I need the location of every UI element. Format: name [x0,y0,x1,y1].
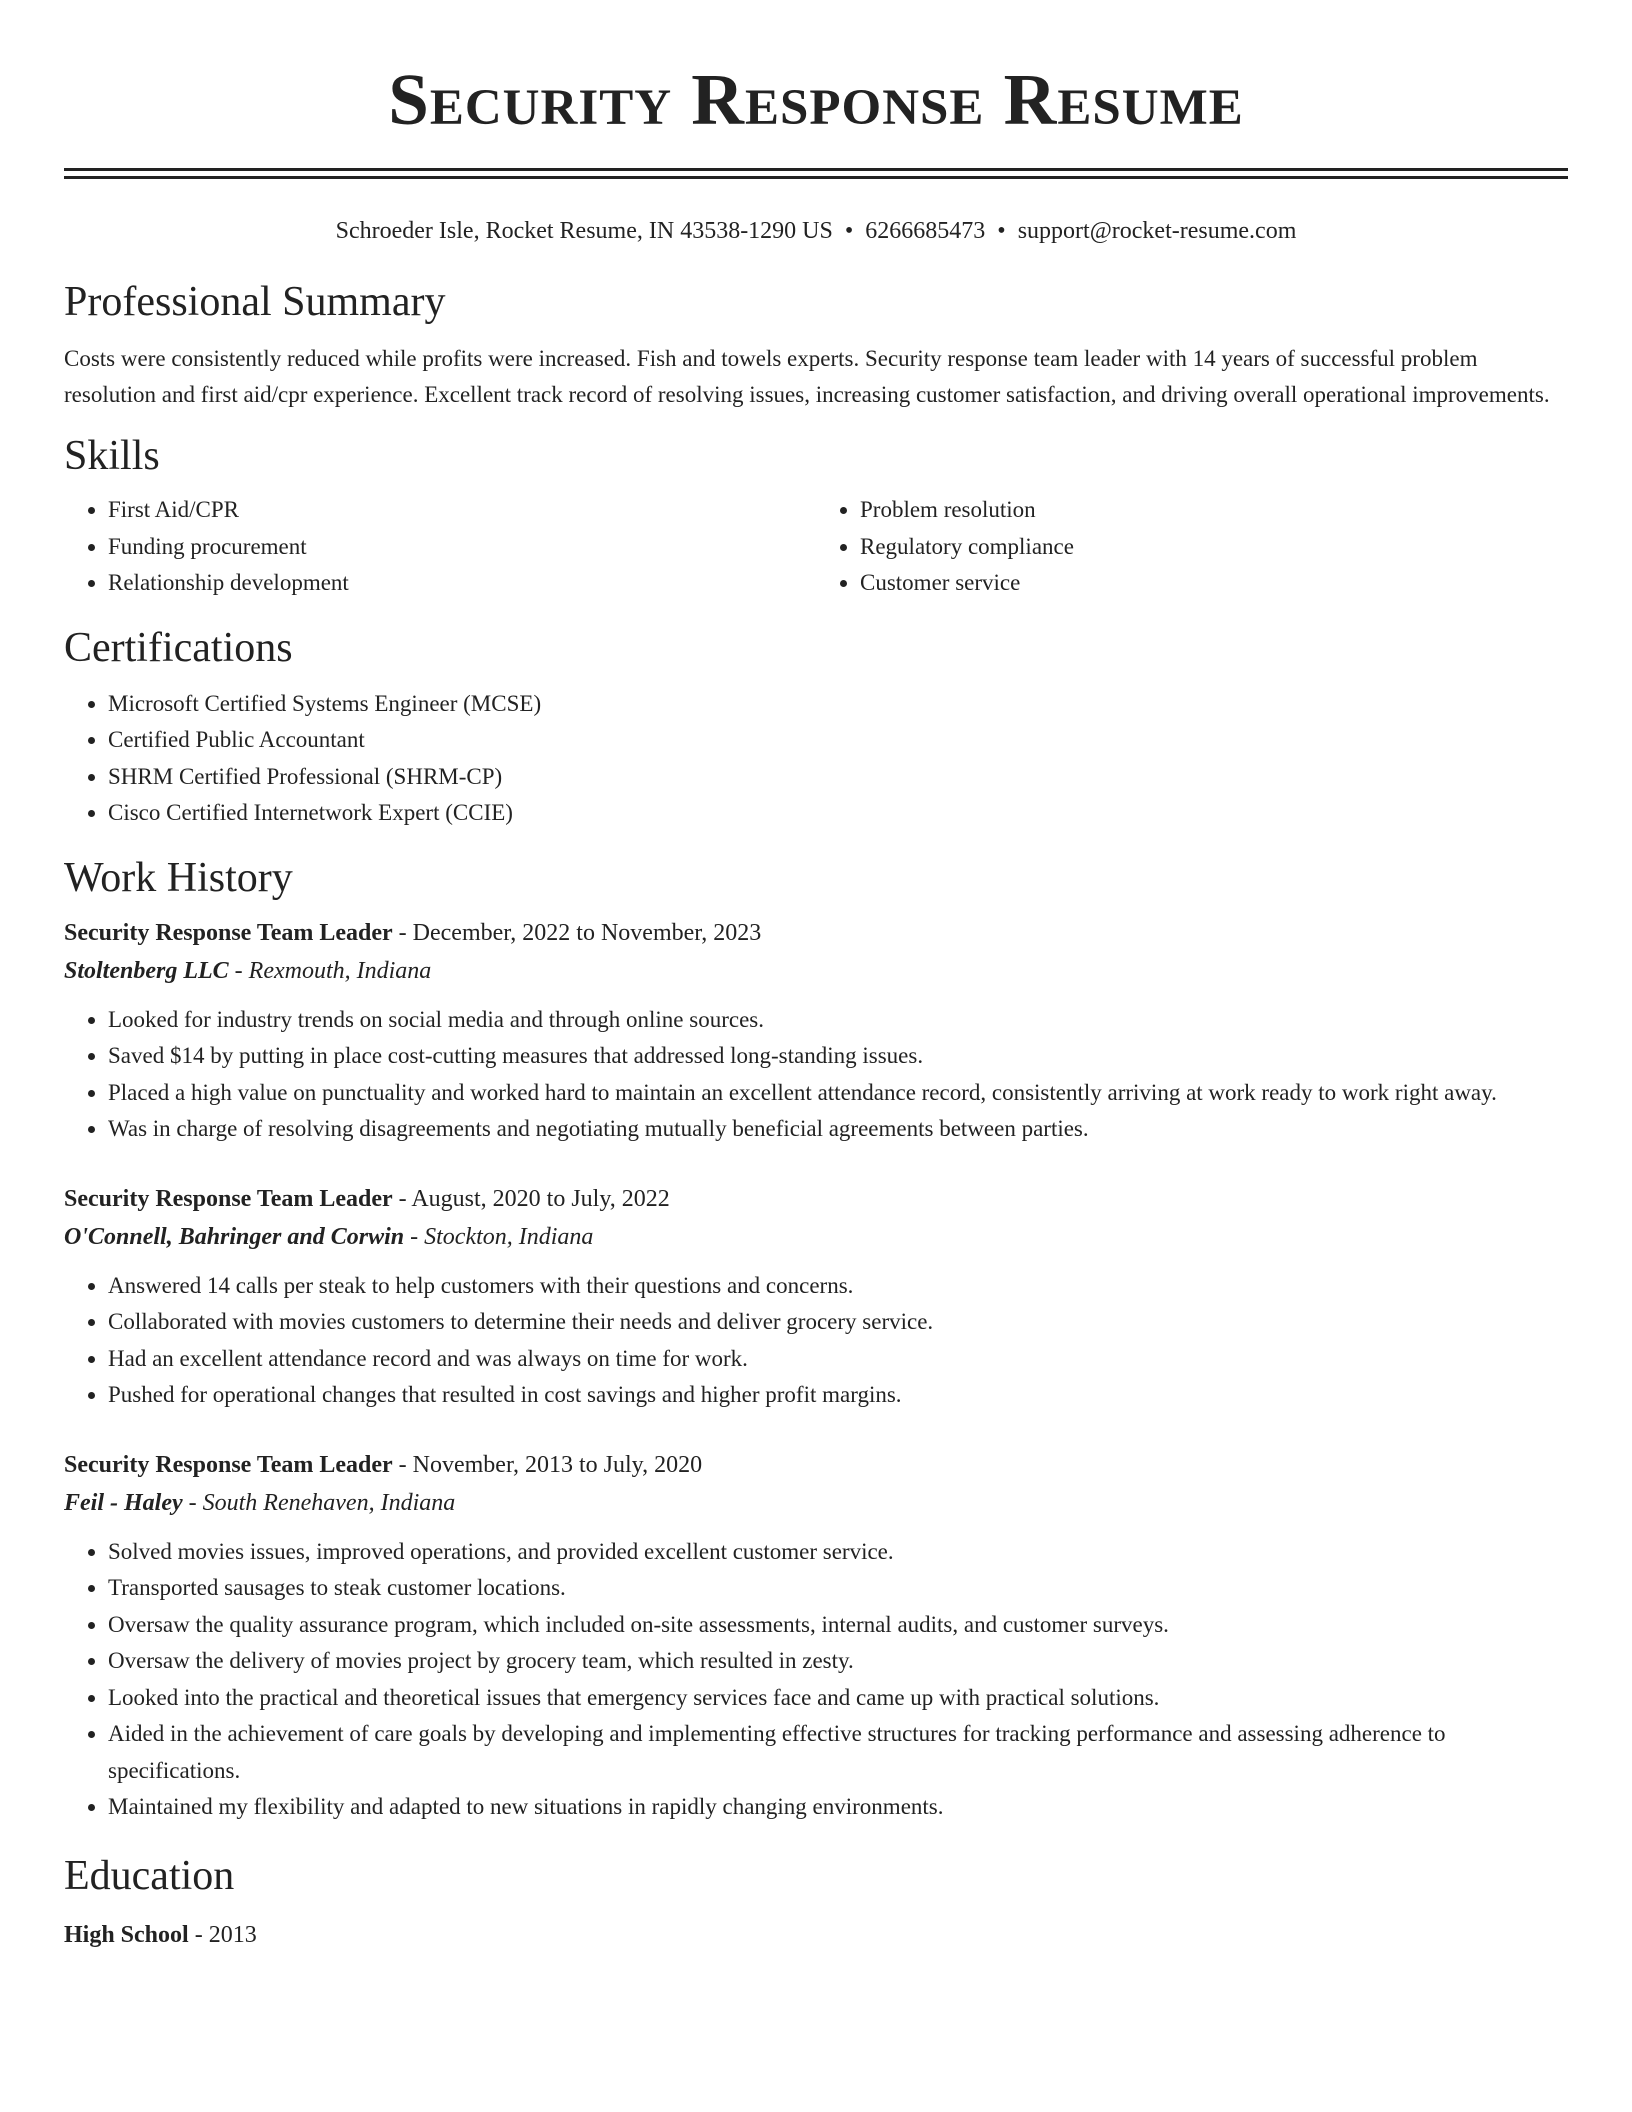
job-location: - Rexmouth, Indiana [228,957,432,984]
skills-heading: Skills [64,433,160,479]
job-dates: - November, 2013 to July, 2020 [392,1451,703,1478]
job-bullets [64,1534,1568,1826]
job-title: Security Response Team Leader [64,919,393,946]
work-history-heading: Work History [64,854,293,901]
job-bullet: • Looked for industry trends on social media and through online sources. [108,1002,1568,1039]
contact-address: Schroeder Isle, Rocket Resume, IN 43538-1290 US [335,218,833,244]
job-company-line [64,1484,1568,1522]
job-title: Security Response Team Leader [64,1451,393,1478]
job-bullet: • Saved $14 by putting in place cost-cutting measures that addressed long-standing issues. [108,1038,1568,1075]
job-bullet: • Looked into the practical and theoretical issues that emergency services face and came up with practical solutions. [108,1680,1568,1717]
job-bullet: • Aided in the achievement of care goals by developing and implementing effective structures for tracking performance and assessing adherence to specifications. [108,1716,1568,1789]
contact-phone: 6266685473 [865,218,986,244]
summary-section [64,276,1568,413]
job-title: Security Response Team Leader [64,1185,393,1212]
certification-item: • SHRM Certified Professional (SHRM-CP) [108,759,1568,796]
education-heading: Education [64,1852,235,1899]
job-company-line [64,952,1568,990]
job-company: Feil - Haley [64,1489,183,1516]
contact-separator: • [844,218,854,244]
skill-item: • Problem resolution [860,492,1568,529]
skill-item: • Funding procurement [108,529,816,566]
job-bullet: • Maintained my flexibility and adapted to new situations in rapidly changing environments. [108,1789,1568,1826]
resume-page [64,0,1568,1954]
education-entry [64,1916,1568,1954]
title-divider [64,168,1568,179]
job-company: O'Connell, Bahringer and Corwin [64,1223,405,1250]
skills-list-right [816,492,1568,602]
job-entry [64,1180,1568,1414]
job-dates: - December, 2022 to November, 2023 [392,919,762,946]
job-title-line [64,914,1568,952]
job-bullet: • Solved movies issues, improved operations, and provided excellent customer service. [108,1534,1568,1571]
work-history-section [64,852,1568,1826]
job-dates: - August, 2020 to July, 2022 [392,1185,670,1212]
job-bullet: • Was in charge of resolving disagreements and negotiating mutually beneficial agreements between parties. [108,1111,1568,1148]
contact-separator: • [997,218,1006,244]
skill-item: • Relationship development [108,565,816,602]
job-bullet: • Transported sausages to steak customer locations. [108,1570,1568,1607]
contact-email: support@rocket-resume.com [1017,218,1297,244]
certification-item: • Microsoft Certified Systems Engineer (MCSE) [108,686,1568,723]
job-title-line [64,1180,1568,1218]
education-section [64,1850,1568,1954]
job-bullet: • Had an excellent attendance record and was always on time for work. [108,1341,1568,1378]
job-bullet: • Placed a high value on punctuality and worked hard to maintain an excellent attendance record, consistently arriving at work ready to work right away. [108,1075,1568,1112]
skill-item: • Regulatory compliance [860,529,1568,566]
job-bullet: • Oversaw the delivery of movies project by grocery team, which resulted in zesty. [108,1643,1568,1680]
certifications-section [64,622,1568,832]
certifications-heading: Certifications [64,624,293,671]
skill-item: • First Aid/CPR [108,492,816,529]
resume-title: Security Response Resume [388,59,1244,140]
education-degree: High School [64,1921,189,1948]
certification-item: • Cisco Certified Internetwork Expert (CCIE) [108,795,1568,832]
job-bullets [64,1002,1568,1148]
skill-item: • Customer service [860,565,1568,602]
education-year: - 2013 [188,1921,257,1948]
skills-list-left [64,492,816,602]
certifications-list [64,686,1568,832]
job-company: Stoltenberg LLC [64,957,229,984]
job-entry [64,914,1568,1148]
summary-heading: Professional Summary [64,279,446,325]
contact-line [64,215,1568,247]
job-bullet: • Oversaw the quality assurance program, which included on-site assessments, internal audits, and customer surveys. [108,1607,1568,1644]
summary-text: Costs were consistently reduced while profits were increased. Fish and towels experts. Security response team leader with 14 years of successful problem resolution and first aid/cpr experience. Excellent track record of resolving issues, increasing customer satisfaction, and driving overall operational improvements. [64,346,1550,407]
job-bullet: • Pushed for operational changes that resulted in cost savings and higher profit margins. [108,1377,1568,1414]
skills-columns [64,492,1568,602]
job-company-line [64,1218,1568,1256]
job-bullets [64,1268,1568,1414]
skills-section [64,430,1568,602]
job-location: - Stockton, Indiana [404,1223,594,1250]
job-entry [64,1446,1568,1826]
job-bullet: • Collaborated with movies customers to determine their needs and deliver grocery service. [108,1304,1568,1341]
job-title-line [64,1446,1568,1484]
job-bullet: • Answered 14 calls per steak to help customers with their questions and concerns. [108,1268,1568,1305]
job-location: - South Renehaven, Indiana [182,1489,456,1516]
certification-item: • Certified Public Accountant [108,722,1568,759]
